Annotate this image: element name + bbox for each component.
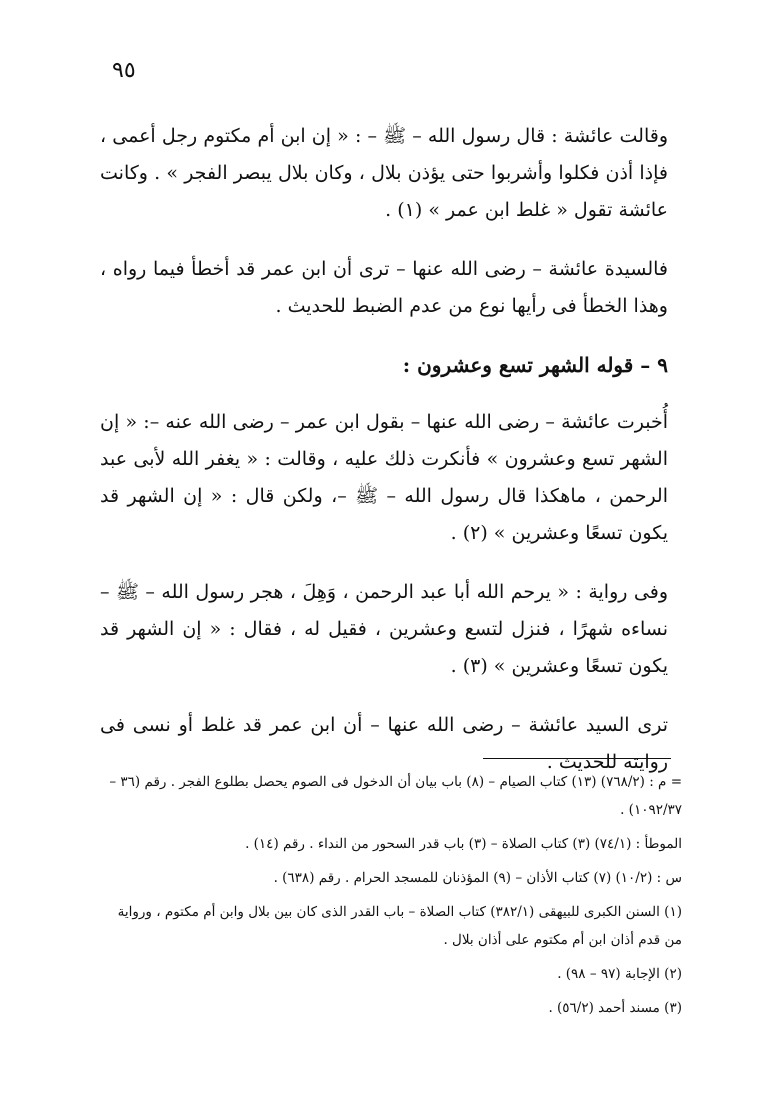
section-heading: ٩ – قوله الشهر تسع وعشرون : xyxy=(402,353,668,377)
paragraph: وفى رواية : « يرحم الله أبا عبد الرحمن ، وَهِلَ ، هجر رسول الله – ﷺ – نساءه شهرًا ، فنزل لتسع وعشرين ، فقيل له ، فقال : « إن الشهر قد يكون تسعًا وعشرين » (٣) . xyxy=(100,581,668,677)
footnote: س : (١٠/٢) (٧) كتاب الأذان – (٩) المؤذنان للمسجد الحرام . رقم (٦٣٨) . xyxy=(273,870,682,886)
footnote: (١) السنن الكبرى للبيهقى (٣٨٢/١) كتاب الصلاة – باب القدر الذى كان بين بلال وابن أم مكتوم ، ورواية من قدم أذان ابن أم مكتوم على أذان بلال . xyxy=(117,904,682,948)
footnote: = م : (٧٦٨/٢) (١٣) كتاب الصيام – (٨) باب بيان أن الدخول فى الصوم يحصل بطلوع الفجر . رقم (٣٦ – ١٠٩٢/٣٧) . xyxy=(109,774,682,818)
paragraph: فالسيدة عائشة – رضى الله عنها – ترى أن ابن عمر قد أخطأ فيما رواه ، وهذا الخطأ فى رأيها نوع من عدم الضبط للحديث . xyxy=(100,258,668,317)
main-text xyxy=(100,118,668,803)
footnote: الموطأ : (٧٤/١) (٣) كتاب الصلاة – (٣) باب قدر السحور من النداء . رقم (١٤) . xyxy=(245,836,682,852)
footnote: (٢) الإجابة (٩٧ – ٩٨) . xyxy=(557,966,682,982)
paragraph: ترى السيد عائشة – رضى الله عنها – أن ابن عمر قد غلط أو نسى فى روايته للحديث . xyxy=(100,714,668,773)
footnote-divider xyxy=(483,758,671,759)
paragraph: وقالت عائشة : قال رسول الله – ﷺ – : « إن ابن أم مكتوم رجل أعمى ، فإذا أذن فكلوا وأشربوا حتى يؤذن بلال ، وكان بلال يبصر الفجر » . وكانت عائشة تقول « غلط ابن عمر » (١) . xyxy=(100,125,668,221)
paragraph: أُخبرت عائشة – رضى الله عنها – بقول ابن عمر – رضى الله عنه –: « إن الشهر تسع وعشرون » فأنكرت ذلك عليه ، وقالت : « يغفر الله لأبى عبد الرحمن ، ماهكذا قال رسول الله – ﷺ –، ولكن قال : « إن الشهر قد يكون تسعًا وعشرين » (٢) . xyxy=(100,411,668,544)
page-number: ٩٥ xyxy=(112,58,136,83)
footnote: (٣) مسند أحمد (٥٦/٢) . xyxy=(548,1000,682,1016)
footnotes xyxy=(100,768,682,1028)
